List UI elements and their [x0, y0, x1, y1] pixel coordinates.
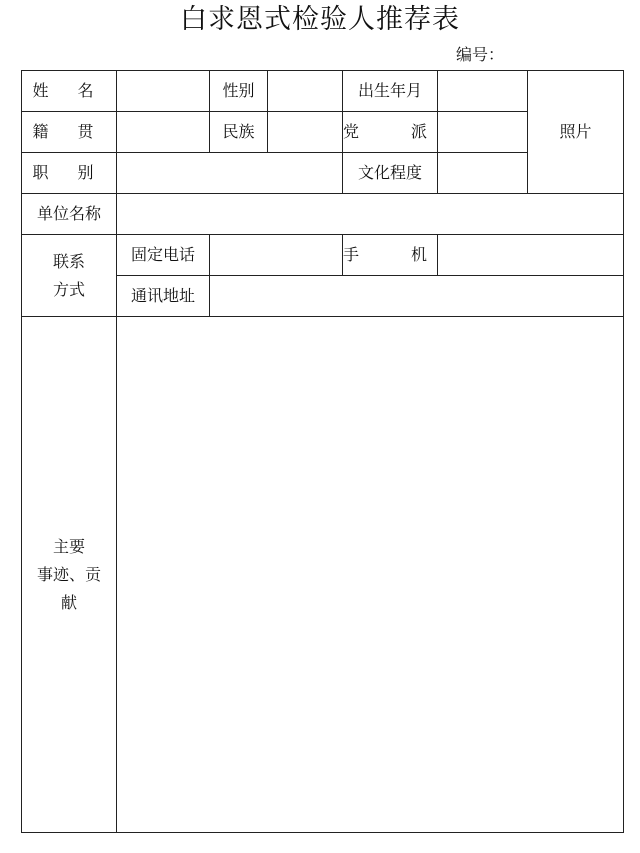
- deeds-field[interactable]: [117, 317, 624, 833]
- mobile-label: 手 机: [343, 235, 438, 276]
- row-contact-1: [22, 235, 624, 276]
- gender-field[interactable]: [268, 71, 343, 112]
- unit-name-label: 单位名称: [22, 194, 117, 235]
- address-field[interactable]: [210, 276, 624, 317]
- ethnicity-field[interactable]: [268, 112, 343, 153]
- row-basic-1: [22, 71, 624, 112]
- job-level-label: 职 别: [22, 153, 117, 194]
- native-place-field[interactable]: [117, 112, 210, 153]
- ethnicity-label: 民族: [210, 112, 268, 153]
- address-label: 通讯地址: [117, 276, 210, 317]
- mobile-field[interactable]: [438, 235, 624, 276]
- form-title: 白求恩式检验人推荐表: [180, 4, 460, 35]
- gender-label: 性别: [210, 71, 268, 112]
- party-field[interactable]: [438, 112, 528, 153]
- contact-label-line2: 方式: [52, 279, 85, 299]
- landline-field[interactable]: [210, 235, 343, 276]
- contact-label-line1: 联系: [52, 251, 85, 271]
- education-label: 文化程度: [343, 153, 438, 194]
- native-place-label: 籍 贯: [22, 112, 117, 153]
- birth-date-field[interactable]: [438, 71, 528, 112]
- deeds-label: [22, 317, 117, 833]
- birth-date-label: 出生年月: [343, 71, 438, 112]
- education-field[interactable]: [438, 153, 528, 194]
- party-label: 党 派: [343, 112, 438, 153]
- serial-number-label: 编号：: [456, 45, 505, 64]
- deeds-label-line3: 献: [60, 592, 77, 612]
- recommendation-form-table: [21, 70, 624, 833]
- photo-cell[interactable]: 照片: [528, 71, 624, 194]
- landline-label: 固定电话: [117, 235, 210, 276]
- row-deeds: [22, 317, 624, 833]
- name-label: 姓 名: [22, 71, 117, 112]
- row-unit: [22, 194, 624, 235]
- name-field[interactable]: [117, 71, 210, 112]
- deeds-label-line2: 事迹、贡: [36, 564, 101, 584]
- job-level-field[interactable]: [117, 153, 343, 194]
- unit-name-field[interactable]: [117, 194, 624, 235]
- contact-label: [22, 235, 117, 317]
- deeds-label-line1: 主要: [52, 536, 85, 556]
